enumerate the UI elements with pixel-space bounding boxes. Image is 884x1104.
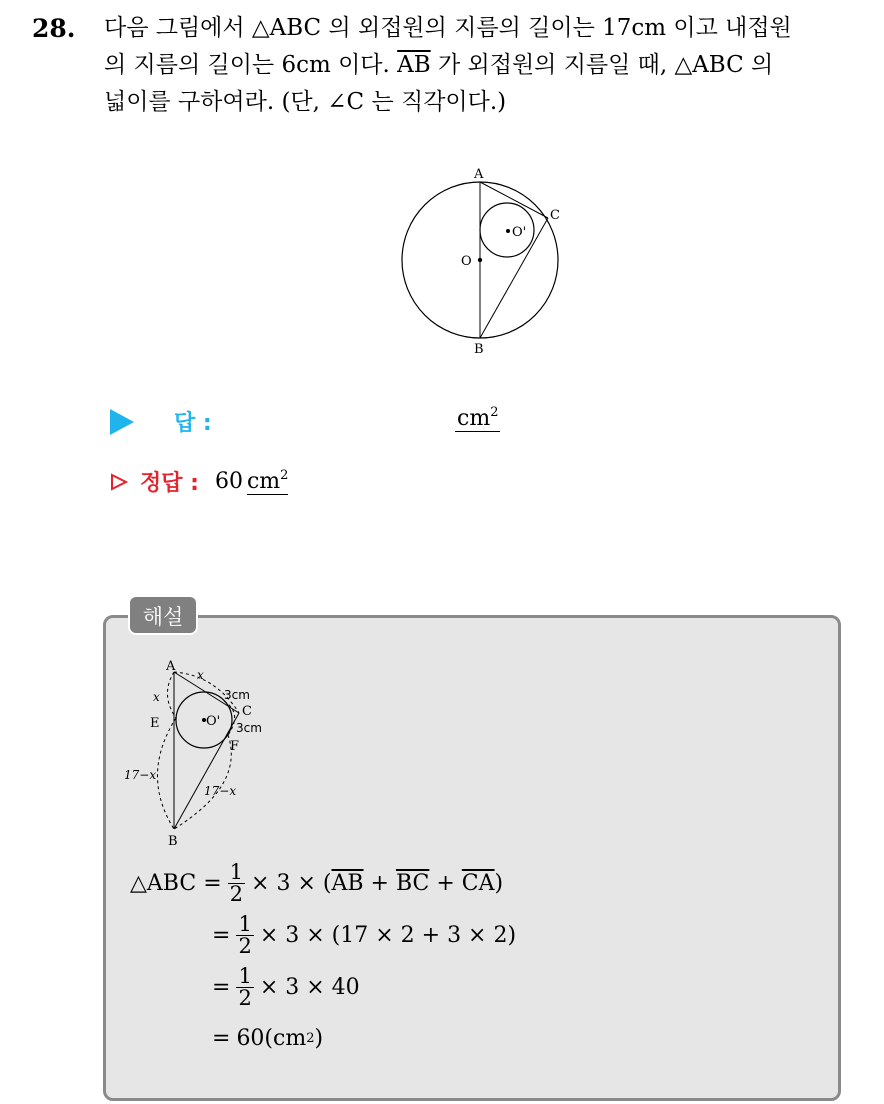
center-oprime-dot [506,229,510,233]
play-triangle-icon [110,409,134,435]
answer-label: 답 : [174,411,212,436]
correct-answer-value: 60 [214,469,243,494]
question-line-2: 의 지름의 길이는 6cm 이다. $\overline{AB}$ 가 외접원의 지름일 때, △ABC 의 [104,52,774,78]
question-line-3: 넓이를 구하여라. (단, ∠C 는 직각이다.) [104,89,507,115]
sol-arc-left-bottom [157,718,176,829]
fraction-half: $\frac{1}{2}$ [229,860,244,906]
sol-label-f: F [230,739,240,754]
sol-label-3cm-1: 3cm [224,688,250,702]
sol-label-3cm-2: 3cm [236,721,262,735]
question-line-1: 다음 그림에서 △ABC 의 외접원의 지름의 길이는 17cm 이고 내접원 [104,15,792,41]
equation-row-1: △ABC = $\frac{1}{2}$ × 3 × ( $\overline{AB}$ + $\overline{BC}$ + $\overline{CA}$ ) [130,860,504,906]
sol-label-e: E [150,716,160,731]
sol-label-17x-left: 17−x [124,768,157,782]
answer-row [110,406,212,437]
side-ac [480,182,548,218]
equation-row-3: = $\frac{1}{2}$ × 3 × 40 [212,964,360,1010]
solution-figure [120,655,280,855]
correct-answer-row [110,466,288,497]
label-c: C [550,208,560,223]
outline-triangle-icon [110,473,128,491]
segment-ab: $\overline{AB}$ [397,52,431,78]
circle-triangle-figure [395,158,565,358]
equation-row-4: = 60(cm 2 ) [212,1026,324,1051]
sol-side-bc [174,713,239,829]
fraction-half: $\frac{1}{2}$ [238,964,252,1010]
sol-label-x-top: x [197,668,204,682]
label-b: B [474,342,484,357]
sol-arc-left-top [167,672,176,718]
sol-arc-right [174,735,231,829]
label-o: O [461,254,472,269]
label-a: A [474,167,484,182]
equation-row-2: = $\frac{1}{2}$ × 3 × (17 × 2 + 3 × 2) [212,912,517,958]
sol-label-17x-right: 17−x [204,784,237,798]
solution-tag: 해설 [128,595,198,635]
question-number: 28. [32,14,76,43]
label-oprime: O' [512,225,527,240]
sol-label-b: B [168,834,178,849]
sol-label-x-left: x [153,690,160,704]
question-text [104,10,874,121]
sol-label-c: C [242,704,252,719]
fraction-half: $\frac{1}{2}$ [238,912,252,958]
sol-label-o: O' [206,714,221,729]
answer-unit-field[interactable]: $cm^2$ [457,405,499,431]
correct-answer-unit: $cm^2$ [246,467,289,494]
correct-answer-label: 정답 : [140,471,199,496]
sol-label-a: A [166,659,176,674]
center-o-dot [478,258,482,262]
